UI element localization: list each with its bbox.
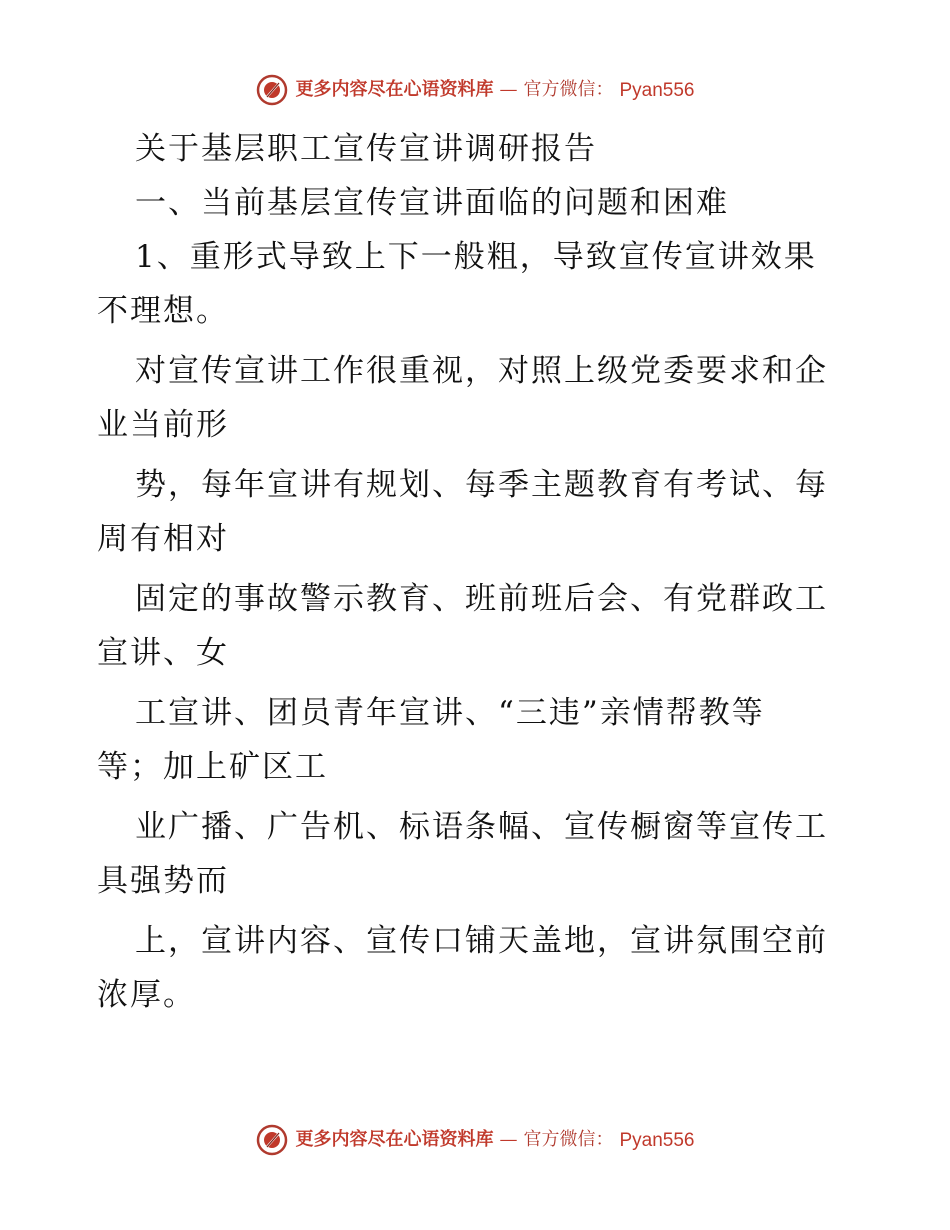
section-heading: 一、当前基层宣传宣讲面临的问题和困难 <box>135 185 729 221</box>
watermark-wechat-label: 官方微信： <box>523 79 614 100</box>
paragraph-4-line-2: 等；加上矿区工 <box>97 749 328 785</box>
paragraph-5-line-2: 具强势而 <box>97 863 229 899</box>
paragraph-6-line-1: 上，宣讲内容、宣传口铺天盖地，宣讲氛围空前 <box>135 923 828 959</box>
paragraph-5-line-1: 业广播、广告机、标语条幅、宣传橱窗等宣传工 <box>135 809 828 845</box>
watermark-wechat-label: 官方微信： <box>523 1129 614 1150</box>
point-1-line-1: 1、重形式导致上下一般粗，导致宣传宣讲效果 <box>135 239 817 275</box>
watermark-wechat-id: Pyan556 <box>619 79 695 101</box>
paragraph-3-line-2: 宣讲、女 <box>97 635 229 671</box>
paragraph-1-line-2: 业当前形 <box>97 407 229 443</box>
brand-logo-icon <box>255 73 289 107</box>
document-body <box>97 122 857 1022</box>
paragraph-6-line-2: 浓厚。 <box>97 977 196 1013</box>
footer-watermark <box>0 1120 950 1160</box>
paragraph-1-line-1: 对宣传宣讲工作很重视，对照上级党委要求和企 <box>135 353 828 389</box>
paragraph-3-line-1: 固定的事故警示教育、班前班后会、有党群政工 <box>135 581 828 617</box>
watermark-dash: — <box>499 79 518 100</box>
document-title: 关于基层职工宣传宣讲调研报告 <box>135 131 597 167</box>
paragraph-4-line-1: 工宣讲、团员青年宣讲、“三违”亲情帮教等 <box>135 695 765 731</box>
watermark-wechat-id: Pyan556 <box>619 1129 695 1151</box>
watermark-site-text: 更多内容尽在心语资料库 <box>295 79 494 100</box>
brand-logo-icon <box>255 1123 289 1157</box>
watermark-site-text: 更多内容尽在心语资料库 <box>295 1129 494 1150</box>
header-watermark <box>0 70 950 110</box>
paragraph-2-line-1: 势，每年宣讲有规划、每季主题教育有考试、每 <box>135 467 828 503</box>
watermark-dash: — <box>499 1129 518 1150</box>
point-1-line-2: 不理想。 <box>97 293 229 329</box>
paragraph-2-line-2: 周有相对 <box>97 521 229 557</box>
